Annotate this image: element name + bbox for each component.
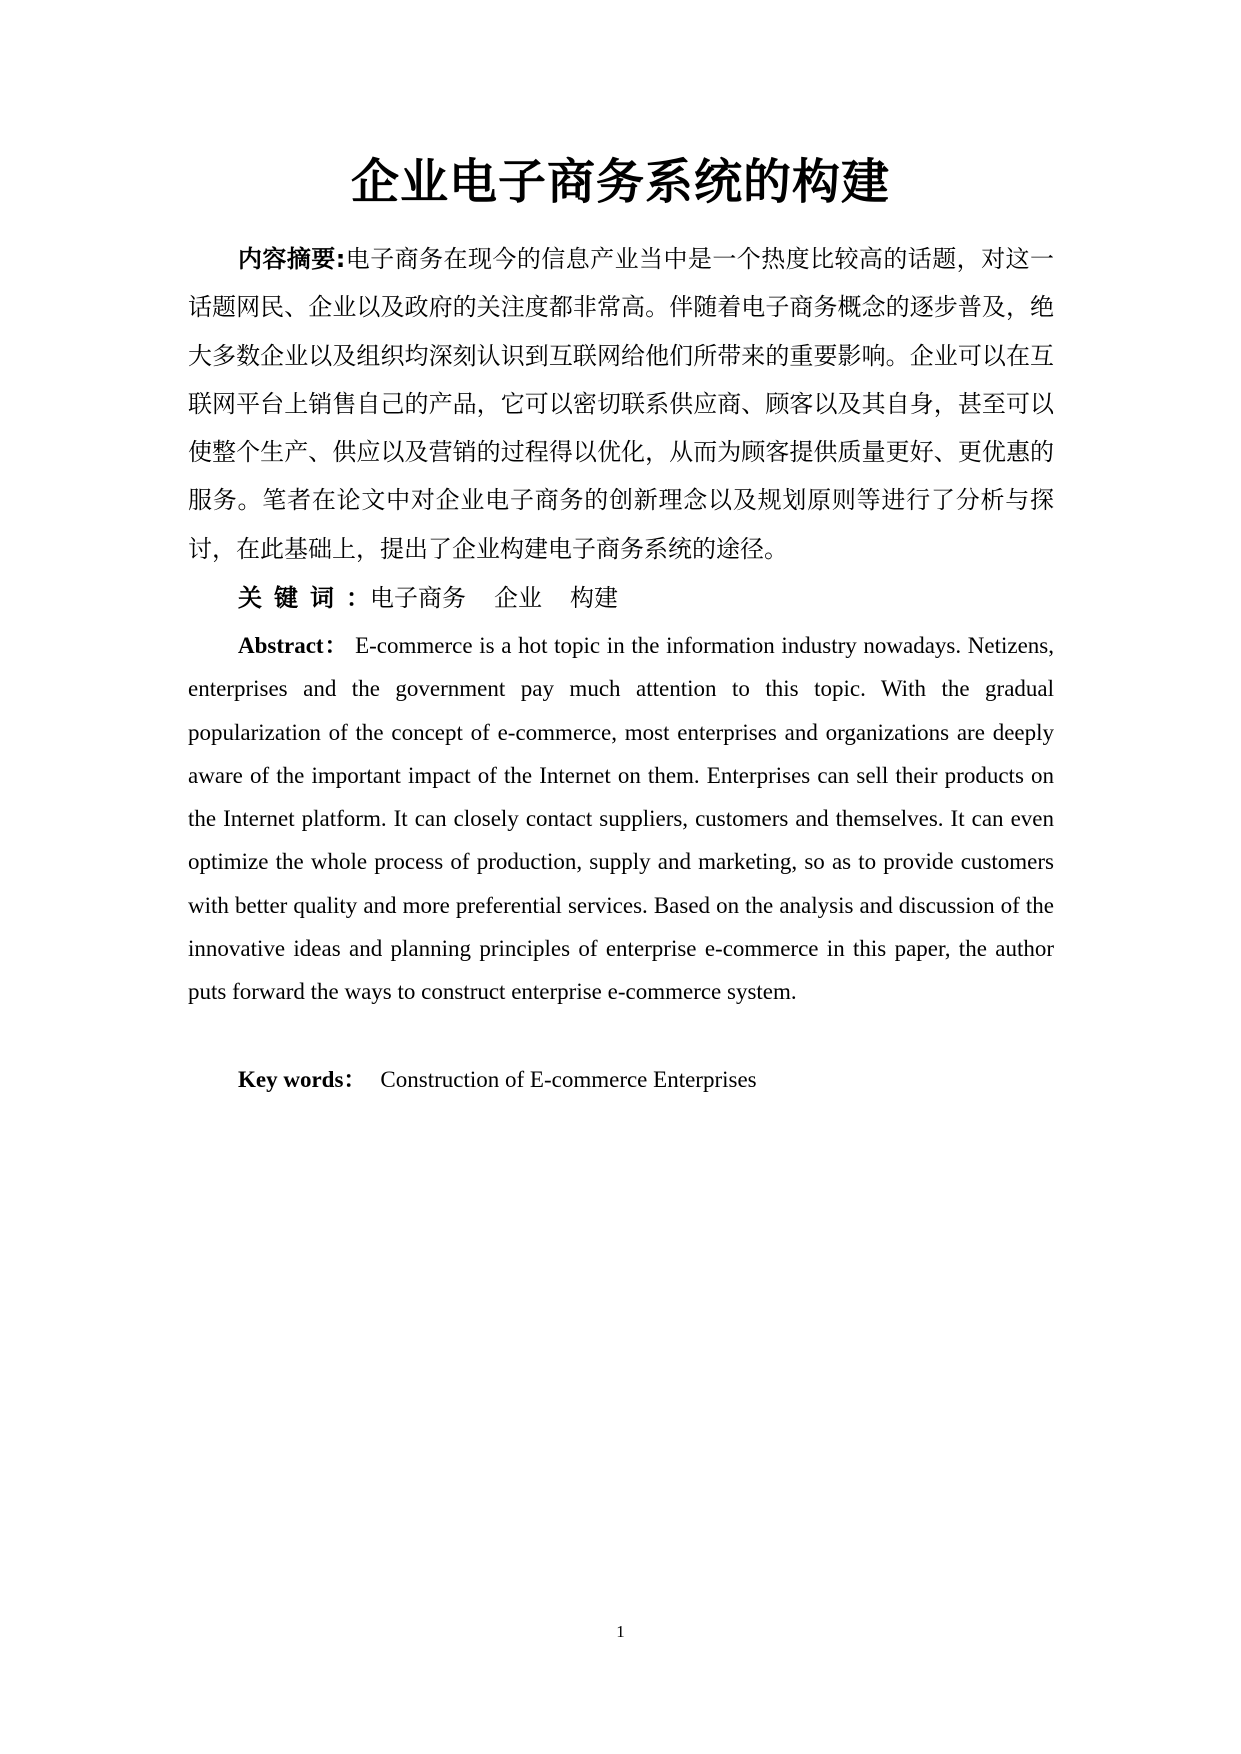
english-keywords-text: Construction of E-commerce Enterprises	[380, 1067, 757, 1092]
english-keywords	[188, 1058, 1104, 1102]
chinese-keyword-item: 构建	[570, 584, 618, 612]
chinese-keywords	[188, 574, 1104, 622]
chinese-keyword-item: 电子商务	[370, 584, 466, 612]
paper-title: 企业电子商务系统的构建	[350, 154, 890, 210]
chinese-keyword-item: 企业	[494, 584, 542, 612]
page-number: 1	[616, 1622, 625, 1641]
chinese-abstract-label: 内容摘要:	[238, 245, 346, 273]
english-abstract	[188, 624, 1054, 1014]
chinese-abstract-text: 电子商务在现今的信息产业当中是一个热度比较高的话题，对这一话题网民、企业以及政府的关注度都非常高。伴随着电子商务概念的逐步普及，绝大多数企业以及组织均深刻认识到互联网给他们所带来的重要影响。企业可以在互联网平台上销售自己的产品，它可以密切联系供应商、顾客以及其自身，甚至可以使整个生产、供应以及营销的过程得以优化，从而为顾客提供质量更好、更优惠的服务。笔者在论文中对企业电子商务的创新理念以及规划原则等进行了分析与探讨，在此基础上，提出了企业构建电子商务系统的途径。	[188, 245, 1054, 563]
chinese-keywords-colon: ：	[346, 584, 370, 612]
english-abstract-label: Abstract：	[238, 633, 349, 658]
english-keywords-label: Key words：	[238, 1067, 367, 1092]
chinese-keywords-label: 关键词	[238, 584, 346, 612]
english-abstract-text: E-commerce is a hot topic in the information industry nowadays. Netizens, enterprises and the government pay much attention to this topic. With the gradual popularization of the concept of e-commerce, most enterprises and organizations are deeply aware of the important impact of the Internet on them. Enterprises can sell their products on the Internet platform. It can closely contact suppliers, customers and themselves. It can even optimize the whole process of production, supply and marketing, so as to provide customers with better quality and more preferential services. Based on the analysis and discussion of the innovative ideas and planning principles of enterprise e-commerce in this paper, the author puts forward the ways to construct enterprise e-commerce system.	[188, 633, 1055, 1005]
chinese-abstract	[188, 235, 1054, 573]
